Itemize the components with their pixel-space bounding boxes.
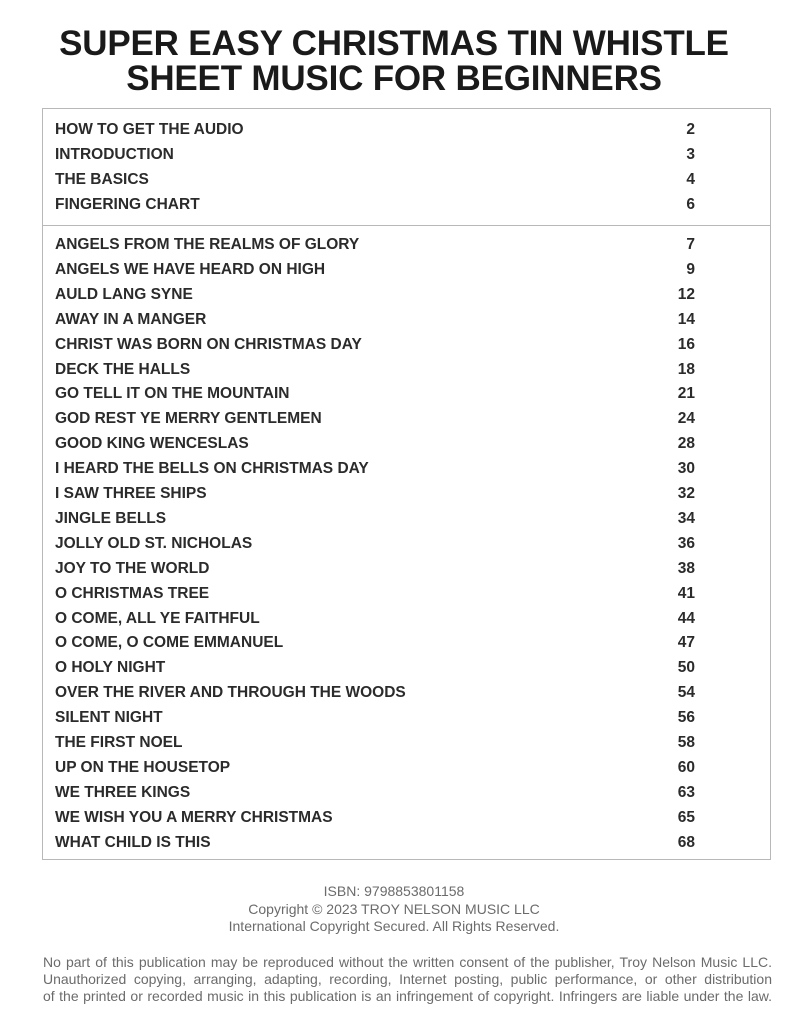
toc-entry-title: THE FIRST NOEL xyxy=(55,734,183,751)
legal-line-2: Unauthorized copying, arranging, adapting, recording, Internet posting, public performance, or other distribution xyxy=(43,971,772,987)
toc-entry-page: 34 xyxy=(677,509,695,527)
toc-entry-title: AWAY IN A MANGER xyxy=(55,310,207,328)
toc-entry xyxy=(55,658,695,678)
toc-entry-page: 7 xyxy=(686,236,695,253)
toc-entry-title: O COME, O COME EMMANUEL xyxy=(55,634,284,652)
toc-entry-page: 6 xyxy=(686,196,695,213)
toc-entry xyxy=(55,120,695,140)
toc-entry-title: CHRIST WAS BORN ON CHRISTMAS DAY xyxy=(55,335,362,353)
toc-entry-title: GOD REST YE MERRY GENTLEMEN xyxy=(55,410,322,428)
toc-entry xyxy=(55,783,695,803)
toc-entry-page: 36 xyxy=(677,534,695,552)
copyright-notice: Copyright © 2023 TROY NELSON MUSIC LLC xyxy=(248,901,540,917)
title-line-2: SHEET MUSIC FOR BEGINNERS xyxy=(126,59,662,98)
toc-entry-title: HOW TO GET THE AUDIO xyxy=(55,121,244,138)
toc-entry xyxy=(55,633,695,653)
toc-entry-page: 58 xyxy=(677,734,695,751)
toc-entry-title: FINGERING CHART xyxy=(55,196,200,213)
toc-entry-title: AULD LANG SYNE xyxy=(55,285,193,303)
toc-entry xyxy=(55,509,695,529)
title-line-1: SUPER EASY CHRISTMAS TIN WHISTLE xyxy=(59,24,729,63)
toc-entry-page: 16 xyxy=(677,335,695,353)
toc-entry-page: 12 xyxy=(677,285,695,303)
toc-entry-title: O COME, ALL YE FAITHFUL xyxy=(55,609,260,627)
toc-entry xyxy=(55,459,695,479)
toc-entry xyxy=(55,484,695,504)
toc-entry-page: 44 xyxy=(677,609,695,627)
toc-entry-title: OVER THE RIVER AND THROUGH THE WOODS xyxy=(55,684,406,702)
legal-line-3: of the printed or recorded music in this publication is an infringement of copyright. Infringers are liable under the law. xyxy=(43,988,772,1004)
isbn: ISBN: 9798853801158 xyxy=(323,883,465,899)
toc-entry-page: 47 xyxy=(677,634,695,652)
toc-entry-title: ANGELS FROM THE REALMS OF GLORY xyxy=(55,236,360,253)
toc-entry xyxy=(55,195,695,215)
toc-entry-page: 38 xyxy=(677,559,695,577)
toc-entry xyxy=(55,808,695,828)
toc-entry xyxy=(55,758,695,778)
toc-entry-title: JINGLE BELLS xyxy=(55,509,167,527)
toc-entry xyxy=(55,409,695,429)
toc-entry-title: I SAW THREE SHIPS xyxy=(55,485,207,502)
toc-entry xyxy=(55,335,695,355)
toc-entry-title: WE THREE KINGS xyxy=(55,783,191,801)
toc-entry xyxy=(55,708,695,728)
toc-entry-page: 50 xyxy=(677,659,695,677)
toc-entry-page: 63 xyxy=(677,783,695,801)
toc-entry-page: 68 xyxy=(677,833,695,851)
toc-entry xyxy=(55,260,695,280)
toc-entry xyxy=(55,285,695,305)
toc-entry-page: 9 xyxy=(686,260,695,278)
toc-entry-page: 32 xyxy=(677,485,695,502)
legal-line-1: No part of this publication may be reproduced without the written consent of the publisher, Troy Nelson Music LLC. xyxy=(43,954,772,970)
toc-entry-page: 65 xyxy=(677,808,695,826)
toc-entry-title: DECK THE HALLS xyxy=(55,360,191,378)
toc-entry-title: THE BASICS xyxy=(55,171,149,188)
toc-entry-page: 14 xyxy=(677,310,695,328)
toc-entry-title: WE WISH YOU A MERRY CHRISTMAS xyxy=(55,808,333,826)
legal-notice xyxy=(43,954,772,1005)
toc-entry xyxy=(55,683,695,703)
toc-entry-page: 56 xyxy=(677,709,695,727)
toc-entry xyxy=(55,733,695,753)
toc-entry-page: 3 xyxy=(686,146,695,163)
page-title xyxy=(0,26,788,96)
toc-entry-title: O CHRISTMAS TREE xyxy=(55,584,210,602)
toc-entry-title: GO TELL IT ON THE MOUNTAIN xyxy=(55,385,290,403)
toc-entry-page: 41 xyxy=(677,584,695,602)
toc-entry-page: 60 xyxy=(677,758,695,776)
toc-entry-title: I HEARD THE BELLS ON CHRISTMAS DAY xyxy=(55,460,369,478)
toc-entry xyxy=(55,145,695,165)
toc-entry-title: INTRODUCTION xyxy=(55,146,174,163)
toc-entry-page: 54 xyxy=(677,684,695,702)
toc-entry-page: 30 xyxy=(677,460,695,478)
toc-entry-title: SILENT NIGHT xyxy=(55,709,163,727)
toc-entry-title: UP ON THE HOUSETOP xyxy=(55,758,231,776)
section-divider xyxy=(42,225,771,226)
toc-entry xyxy=(55,170,695,190)
toc-entry-title: JOLLY OLD ST. NICHOLAS xyxy=(55,534,253,552)
toc-entry-title: ANGELS WE HAVE HEARD ON HIGH xyxy=(55,260,326,278)
toc-entry xyxy=(55,384,695,404)
toc-entry xyxy=(55,833,695,853)
toc-entry xyxy=(55,360,695,380)
toc-entry xyxy=(55,559,695,579)
toc-entry-title: WHAT CHILD IS THIS xyxy=(55,833,211,851)
toc-entry xyxy=(55,235,695,255)
toc-entry xyxy=(55,534,695,554)
toc-entry-title: JOY TO THE WORLD xyxy=(55,559,210,577)
toc-entry-page: 21 xyxy=(677,385,695,403)
toc-entry-page: 28 xyxy=(677,435,695,453)
toc-entry xyxy=(55,609,695,629)
toc-entry xyxy=(55,310,695,330)
toc-entry-page: 2 xyxy=(686,121,695,138)
toc-entry xyxy=(55,584,695,604)
toc-entry-page: 4 xyxy=(686,171,695,188)
toc-entry-title: O HOLY NIGHT xyxy=(55,659,166,677)
toc-entry-page: 18 xyxy=(677,360,695,378)
toc-entry-title: GOOD KING WENCESLAS xyxy=(55,435,249,453)
toc-entry xyxy=(55,434,695,454)
toc-entry-page: 24 xyxy=(677,410,695,428)
rights-notice: International Copyright Secured. All Rights Reserved. xyxy=(228,918,560,934)
